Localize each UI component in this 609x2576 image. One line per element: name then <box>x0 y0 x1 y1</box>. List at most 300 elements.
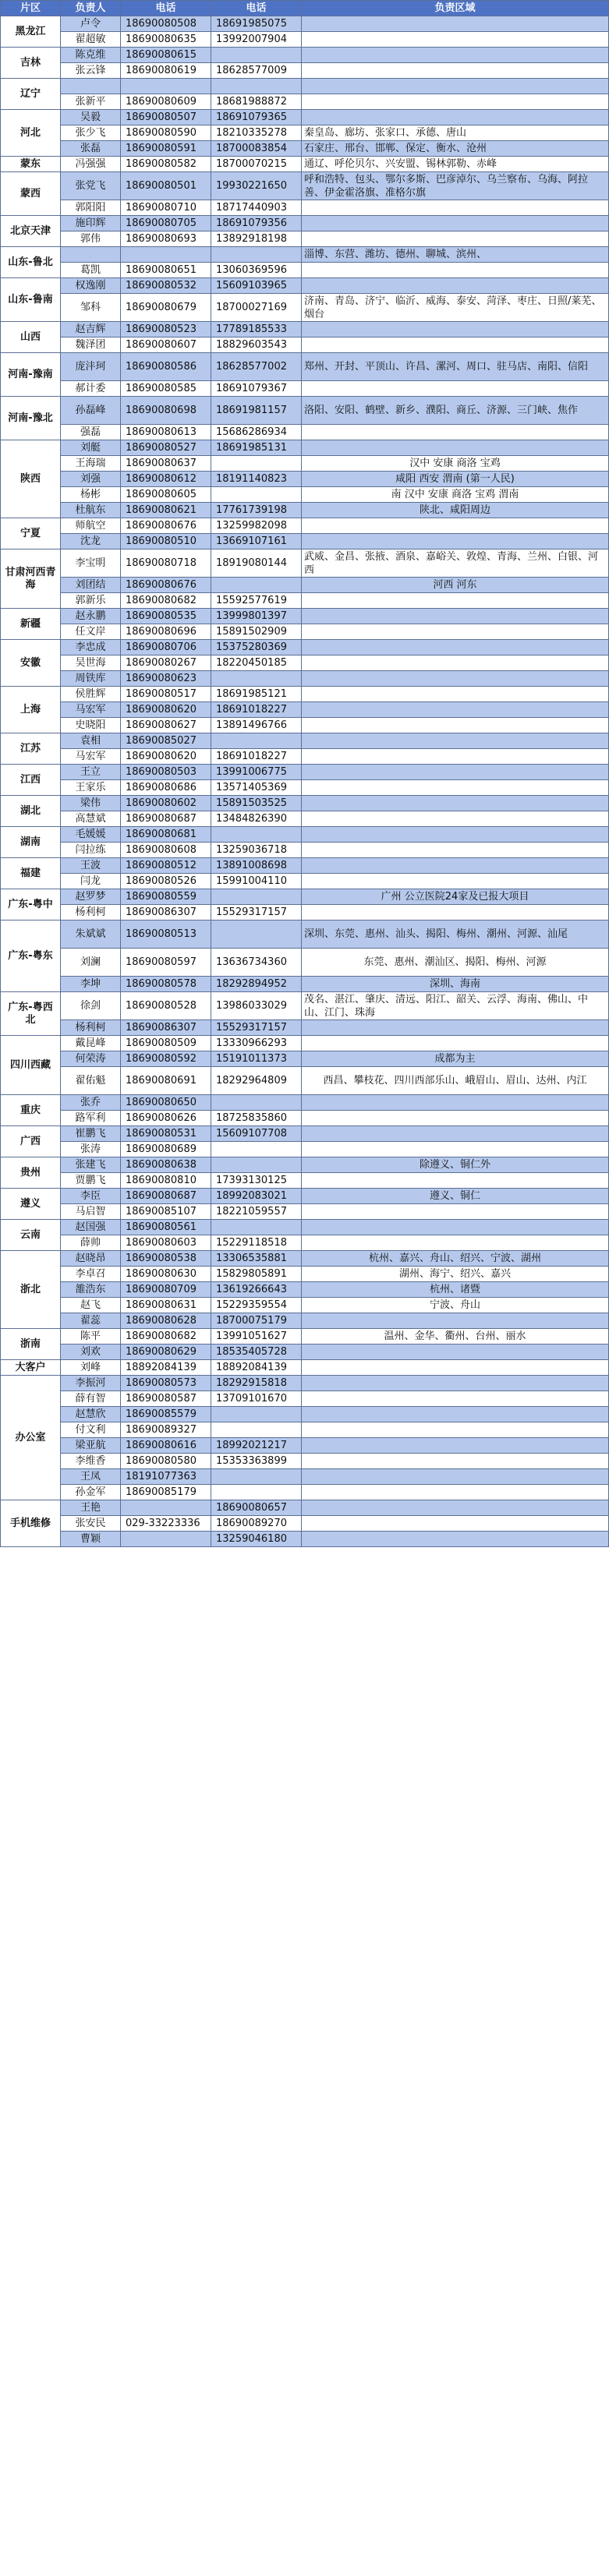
table-row <box>1 172 609 200</box>
table-row <box>1 811 609 827</box>
region-cell: 广西 <box>1 1126 61 1157</box>
table-row <box>1 353 609 381</box>
person-cell: 梁伟 <box>61 796 121 811</box>
table-row <box>1 671 609 687</box>
table-row <box>1 858 609 874</box>
table-row <box>1 733 609 749</box>
table-row <box>1 796 609 811</box>
phone-1-cell: 18690080592 <box>121 1051 211 1067</box>
phone-2-cell: 18691079365 <box>211 110 302 125</box>
table-row <box>1 1020 609 1036</box>
phone-2-cell: 18717440903 <box>211 200 302 216</box>
area-cell <box>302 231 609 247</box>
phone-1-cell: 18690080597 <box>121 949 211 977</box>
table-row <box>1 718 609 733</box>
region-cell: 贵州 <box>1 1157 61 1189</box>
person-cell: 赵飞 <box>61 1298 121 1313</box>
phone-2-cell: 13986033029 <box>211 992 302 1020</box>
region-cell: 河北 <box>1 110 61 157</box>
area-cell <box>302 733 609 749</box>
person-cell: 王海瑞 <box>61 456 121 472</box>
table-row <box>1 247 609 263</box>
table-row <box>1 1235 609 1251</box>
table-row <box>1 1126 609 1142</box>
phone-1-cell: 18690080503 <box>121 765 211 780</box>
phone-1-cell: 18690080682 <box>121 1329 211 1345</box>
phone-1-cell: 18690080710 <box>121 200 211 216</box>
person-cell: 杨利柯 <box>61 905 121 921</box>
table-row <box>1 593 609 609</box>
region-cell: 广东-粤西北 <box>1 992 61 1036</box>
area-cell: 遵义、铜仁 <box>302 1189 609 1204</box>
region-cell: 浙北 <box>1 1251 61 1329</box>
region-cell: 湖北 <box>1 796 61 827</box>
person-cell: 李臣 <box>61 1189 121 1204</box>
table-row <box>1 472 609 487</box>
person-cell: 强磊 <box>61 425 121 440</box>
person-cell: 郝计委 <box>61 381 121 397</box>
person-cell: 施印辉 <box>61 216 121 231</box>
area-cell: 通辽、呼伦贝尔、兴安盟、锡林郭勒、赤峰 <box>302 157 609 172</box>
phone-1-cell: 18690080698 <box>121 397 211 425</box>
table-row <box>1 578 609 593</box>
person-cell: 赵慧欣 <box>61 1407 121 1422</box>
area-cell <box>302 1036 609 1051</box>
area-cell <box>302 655 609 671</box>
person-cell: 庞沣珂 <box>61 353 121 381</box>
table-row <box>1 827 609 843</box>
person-cell: 孙金军 <box>61 1485 121 1500</box>
area-cell <box>302 1391 609 1407</box>
table-row <box>1 1329 609 1345</box>
area-cell <box>302 702 609 718</box>
table-row <box>1 157 609 172</box>
region-cell: 陕西 <box>1 440 61 518</box>
phone-2-cell: 18691985131 <box>211 440 302 456</box>
person-cell: 赵吉辉 <box>61 322 121 337</box>
phone-1-cell: 18690080718 <box>121 549 211 578</box>
area-cell: 东莞、惠州、潮汕区、揭阳、梅州、河源 <box>302 949 609 977</box>
phone-1-cell: 18690080578 <box>121 977 211 992</box>
area-cell <box>302 671 609 687</box>
phone-1-cell: 18690080586 <box>121 353 211 381</box>
phone-2-cell <box>211 48 302 63</box>
phone-1-cell: 18690080676 <box>121 578 211 593</box>
person-cell: 赵永鹏 <box>61 609 121 624</box>
phone-2-cell: 18725835860 <box>211 1111 302 1126</box>
phone-2-cell: 18691981157 <box>211 397 302 425</box>
person-cell: 王凤 <box>61 1469 121 1485</box>
phone-2-cell: 15686286934 <box>211 425 302 440</box>
person-cell: 杨彬 <box>61 487 121 503</box>
phone-1-cell: 18690080607 <box>121 337 211 353</box>
area-cell <box>302 765 609 780</box>
person-cell: 卢令 <box>61 16 121 32</box>
phone-2-cell <box>211 921 302 949</box>
table-row <box>1 200 609 216</box>
person-cell: 李维香 <box>61 1454 121 1469</box>
phone-1-cell: 18690080693 <box>121 231 211 247</box>
area-cell <box>302 110 609 125</box>
area-cell <box>302 1020 609 1036</box>
table-row <box>1 702 609 718</box>
phone-1-cell: 18690080676 <box>121 518 211 534</box>
phone-2-cell: 13330966293 <box>211 1036 302 1051</box>
phone-2-cell: 13060369596 <box>211 263 302 278</box>
phone-1-cell: 18690080585 <box>121 381 211 397</box>
phone-1-cell: 18690080619 <box>121 63 211 79</box>
table-row <box>1 1454 609 1469</box>
phone-1-cell: 18892084139 <box>121 1360 211 1376</box>
region-cell: 遵义 <box>1 1189 61 1220</box>
phone-1-cell: 18690080810 <box>121 1173 211 1189</box>
person-cell: 李卓召 <box>61 1267 121 1282</box>
person-cell: 路军利 <box>61 1111 121 1126</box>
phone-1-cell: 18690080682 <box>121 593 211 609</box>
phone-1-cell: 18690080687 <box>121 811 211 827</box>
phone-1-cell: 18690085107 <box>121 1204 211 1220</box>
person-cell: 史晓阳 <box>61 718 121 733</box>
area-cell <box>302 905 609 921</box>
phone-1-cell: 18690080613 <box>121 425 211 440</box>
area-cell <box>302 687 609 702</box>
phone-2-cell: 15229359554 <box>211 1298 302 1313</box>
person-cell: 葛凯 <box>61 263 121 278</box>
area-cell <box>302 1438 609 1454</box>
area-cell: 咸阳 西安 渭南 (第一人民) <box>302 472 609 487</box>
phone-1-cell <box>121 1500 211 1516</box>
phone-2-cell: 18691018227 <box>211 702 302 718</box>
phone-2-cell: 18690080657 <box>211 1500 302 1516</box>
table-row <box>1 1422 609 1438</box>
phone-1-cell: 18690080705 <box>121 216 211 231</box>
phone-1-cell <box>121 1532 211 1547</box>
person-cell: 周铁库 <box>61 671 121 687</box>
area-cell <box>302 1142 609 1157</box>
area-cell <box>302 1376 609 1391</box>
area-cell <box>302 32 609 48</box>
phone-2-cell: 15191011373 <box>211 1051 302 1067</box>
table-row <box>1 32 609 48</box>
header-row <box>1 1 609 16</box>
area-cell: 呼和浩特、包头、鄂尔多斯、巴彦淖尔、乌兰察布、乌海、阿拉善、伊金霍洛旗、准格尔旗 <box>302 172 609 200</box>
phone-1-cell: 18690080679 <box>121 294 211 322</box>
phone-1-cell: 18690080527 <box>121 440 211 456</box>
person-cell: 权逸刚 <box>61 278 121 294</box>
area-cell: 陕北、咸阳周边 <box>302 503 609 518</box>
person-cell: 马宏军 <box>61 702 121 718</box>
area-cell <box>302 48 609 63</box>
area-cell: 深圳、东莞、惠州、汕头、揭阳、梅州、潮州、河源、汕尾 <box>302 921 609 949</box>
region-cell: 河南-豫北 <box>1 397 61 440</box>
person-cell: 高慧斌 <box>61 811 121 827</box>
phone-2-cell <box>211 487 302 503</box>
table-row <box>1 1111 609 1126</box>
phone-2-cell: 13571405369 <box>211 780 302 796</box>
phone-2-cell: 13891496766 <box>211 718 302 733</box>
phone-1-cell: 18690080517 <box>121 687 211 702</box>
phone-1-cell: 18690080602 <box>121 796 211 811</box>
phone-2-cell: 18700070215 <box>211 157 302 172</box>
area-cell <box>302 263 609 278</box>
person-cell: 陈平 <box>61 1329 121 1345</box>
area-cell <box>302 1173 609 1189</box>
area-cell: 河西 河东 <box>302 578 609 593</box>
region-cell: 福建 <box>1 858 61 889</box>
person-cell: 张新平 <box>61 94 121 110</box>
person-cell: 王波 <box>61 858 121 874</box>
phone-2-cell: 18691079367 <box>211 381 302 397</box>
phone-1-cell: 18690080635 <box>121 32 211 48</box>
person-cell: 曹颖 <box>61 1532 121 1547</box>
phone-2-cell: 13619266643 <box>211 1282 302 1298</box>
phone-1-cell: 18690080620 <box>121 702 211 718</box>
table-row <box>1 1220 609 1235</box>
phone-1-cell: 18690080523 <box>121 322 211 337</box>
header-region: 片区 <box>1 1 61 16</box>
person-cell: 张安民 <box>61 1516 121 1532</box>
table-row <box>1 337 609 353</box>
region-cell: 辽宁 <box>1 79 61 110</box>
header-area: 负责区域 <box>302 1 609 16</box>
table-row <box>1 1142 609 1157</box>
phone-1-cell: 18690080267 <box>121 655 211 671</box>
table-row <box>1 749 609 765</box>
person-cell: 刘澜 <box>61 949 121 977</box>
person-cell: 王家乐 <box>61 780 121 796</box>
phone-1-cell: 18690080603 <box>121 1235 211 1251</box>
phone-2-cell <box>211 456 302 472</box>
area-cell: 郑州、开封、平顶山、许昌、漯河、周口、驻马店、南阳、信阳 <box>302 353 609 381</box>
person-cell: 何荣涛 <box>61 1051 121 1067</box>
phone-1-cell: 18690080691 <box>121 1067 211 1095</box>
phone-1-cell: 18191077363 <box>121 1469 211 1485</box>
person-cell: 陈克维 <box>61 48 121 63</box>
phone-1-cell: 18690080709 <box>121 1282 211 1298</box>
area-cell <box>302 1220 609 1235</box>
table-row <box>1 79 609 94</box>
phone-1-cell: 18690080612 <box>121 472 211 487</box>
table-row <box>1 440 609 456</box>
person-cell: 魏泽团 <box>61 337 121 353</box>
area-cell: 温州、金华、衢州、台州、丽水 <box>302 1329 609 1345</box>
region-cell: 黑龙江 <box>1 16 61 48</box>
area-cell: 湖州、海宁、绍兴、嘉兴 <box>302 1267 609 1282</box>
area-cell: 洛阳、安阳、鹤壁、新乡、濮阳、商丘、济源、三门峡、焦作 <box>302 397 609 425</box>
phone-1-cell: 18690080630 <box>121 1267 211 1282</box>
phone-2-cell: 15891502909 <box>211 624 302 640</box>
table-row <box>1 1516 609 1532</box>
phone-2-cell: 13991051627 <box>211 1329 302 1345</box>
table-row <box>1 992 609 1020</box>
phone-2-cell: 13999801397 <box>211 609 302 624</box>
area-cell <box>302 593 609 609</box>
phone-1-cell: 18690080631 <box>121 1298 211 1313</box>
phone-1-cell: 18690080501 <box>121 172 211 200</box>
phone-1-cell: 18690080696 <box>121 624 211 640</box>
person-cell: 马宏军 <box>61 749 121 765</box>
phone-2-cell: 18628577002 <box>211 353 302 381</box>
person-cell: 朱斌斌 <box>61 921 121 949</box>
table-row <box>1 624 609 640</box>
phone-1-cell: 18690080580 <box>121 1454 211 1469</box>
table-row <box>1 141 609 157</box>
phone-2-cell: 18700075179 <box>211 1313 302 1329</box>
table-row <box>1 278 609 294</box>
phone-2-cell: 18691985075 <box>211 16 302 32</box>
phone-2-cell: 15592577619 <box>211 593 302 609</box>
phone-1-cell: 18690085579 <box>121 1407 211 1422</box>
area-cell <box>302 1407 609 1422</box>
table-row <box>1 1282 609 1298</box>
area-cell <box>302 381 609 397</box>
person-cell: 刘峰 <box>61 1360 121 1376</box>
person-cell: 袁相 <box>61 733 121 749</box>
phone-1-cell: 18690080615 <box>121 48 211 63</box>
region-cell: 江苏 <box>1 733 61 765</box>
phone-1-cell: 18690080687 <box>121 1189 211 1204</box>
phone-1-cell: 18690080623 <box>121 671 211 687</box>
phone-1-cell: 18690080590 <box>121 125 211 141</box>
phone-2-cell: 18992021217 <box>211 1438 302 1454</box>
area-cell <box>302 278 609 294</box>
phone-2-cell: 13669107161 <box>211 534 302 549</box>
person-cell: 邹科 <box>61 294 121 322</box>
table-row <box>1 425 609 440</box>
phone-1-cell: 18690080582 <box>121 157 211 172</box>
area-cell <box>302 337 609 353</box>
phone-2-cell: 15609107708 <box>211 1126 302 1142</box>
region-cell: 办公室 <box>1 1376 61 1500</box>
table-row <box>1 1095 609 1111</box>
person-cell: 雒浩东 <box>61 1282 121 1298</box>
table-row <box>1 1376 609 1391</box>
phone-2-cell: 18690089270 <box>211 1516 302 1532</box>
phone-2-cell: 17789185533 <box>211 322 302 337</box>
area-cell <box>302 858 609 874</box>
person-cell <box>61 247 121 263</box>
phone-1-cell: 18690080608 <box>121 843 211 858</box>
person-cell <box>61 79 121 94</box>
phone-1-cell: 18690080561 <box>121 1220 211 1235</box>
phone-1-cell: 18690080605 <box>121 487 211 503</box>
table-row <box>1 889 609 905</box>
phone-1-cell: 18690080637 <box>121 456 211 472</box>
area-cell <box>302 1454 609 1469</box>
table-row <box>1 397 609 425</box>
table-row <box>1 1345 609 1360</box>
person-cell: 张磊 <box>61 141 121 157</box>
person-cell: 贾鹏飞 <box>61 1173 121 1189</box>
table-row <box>1 640 609 655</box>
person-cell: 翟超敏 <box>61 32 121 48</box>
table-row <box>1 1298 609 1313</box>
region-cell: 浙南 <box>1 1329 61 1360</box>
table-row <box>1 655 609 671</box>
person-cell: 薛帅 <box>61 1235 121 1251</box>
table-row <box>1 1189 609 1204</box>
person-cell: 翟佑魁 <box>61 1067 121 1095</box>
phone-2-cell: 18292894952 <box>211 977 302 992</box>
table-row <box>1 921 609 949</box>
table-row <box>1 487 609 503</box>
phone-2-cell: 15991004110 <box>211 874 302 889</box>
area-cell <box>302 1235 609 1251</box>
area-cell <box>302 843 609 858</box>
phone-1-cell: 18690080573 <box>121 1376 211 1391</box>
phone-2-cell: 13484826390 <box>211 811 302 827</box>
phone-2-cell: 13992007904 <box>211 32 302 48</box>
area-cell <box>302 1422 609 1438</box>
area-cell <box>302 1500 609 1516</box>
phone-2-cell: 18210335278 <box>211 125 302 141</box>
area-cell <box>302 718 609 733</box>
phone-2-cell: 13891008698 <box>211 858 302 874</box>
phone-2-cell <box>211 1422 302 1438</box>
phone-1-cell: 18690080508 <box>121 16 211 32</box>
person-cell: 侯胜辉 <box>61 687 121 702</box>
table-row <box>1 905 609 921</box>
area-cell <box>302 811 609 827</box>
area-cell <box>302 63 609 79</box>
phone-1-cell: 18690089327 <box>121 1422 211 1438</box>
person-cell: 冯强强 <box>61 157 121 172</box>
person-cell: 杜航东 <box>61 503 121 518</box>
phone-1-cell: 18690080538 <box>121 1251 211 1267</box>
phone-1-cell: 18690080706 <box>121 640 211 655</box>
table-row <box>1 503 609 518</box>
person-cell: 马启智 <box>61 1204 121 1220</box>
area-cell <box>302 534 609 549</box>
area-cell: 广州 公立医院24家及已报大项目 <box>302 889 609 905</box>
table-row <box>1 381 609 397</box>
phone-2-cell: 18691985121 <box>211 687 302 702</box>
person-cell: 毛媛媛 <box>61 827 121 843</box>
phone-1-cell: 18690080510 <box>121 534 211 549</box>
person-cell: 刘欢 <box>61 1345 121 1360</box>
phone-1-cell: 18690080609 <box>121 94 211 110</box>
area-cell: 南 汉中 安康 商洛 宝鸡 渭南 <box>302 487 609 503</box>
area-cell <box>302 1469 609 1485</box>
phone-2-cell: 18892084139 <box>211 1360 302 1376</box>
phone-1-cell: 18690085027 <box>121 733 211 749</box>
area-cell: 汉中 安康 商洛 宝鸡 <box>302 456 609 472</box>
person-cell: 李坤 <box>61 977 121 992</box>
table-row <box>1 1173 609 1189</box>
phone-2-cell: 18292964809 <box>211 1067 302 1095</box>
phone-1-cell: 18690080513 <box>121 921 211 949</box>
phone-2-cell: 19930221650 <box>211 172 302 200</box>
phone-2-cell <box>211 1407 302 1422</box>
area-cell: 茂名、湛江、肇庆、清远、阳江、韶关、云浮、海南、佛山、中山、江门、珠海 <box>302 992 609 1020</box>
phone-1-cell: 18690080526 <box>121 874 211 889</box>
person-cell: 梁亚航 <box>61 1438 121 1454</box>
table-row <box>1 94 609 110</box>
region-cell: 江西 <box>1 765 61 796</box>
phone-2-cell <box>211 1485 302 1500</box>
phone-2-cell: 18292915818 <box>211 1376 302 1391</box>
region-cell: 重庆 <box>1 1095 61 1126</box>
phone-2-cell: 13259982098 <box>211 518 302 534</box>
phone-2-cell <box>211 79 302 94</box>
table-row <box>1 231 609 247</box>
person-cell: 薛有智 <box>61 1391 121 1407</box>
phone-1-cell: 18690080681 <box>121 827 211 843</box>
region-cell: 新疆 <box>1 609 61 640</box>
phone-2-cell: 18628577009 <box>211 63 302 79</box>
area-cell <box>302 1485 609 1500</box>
phone-2-cell: 18681988872 <box>211 94 302 110</box>
